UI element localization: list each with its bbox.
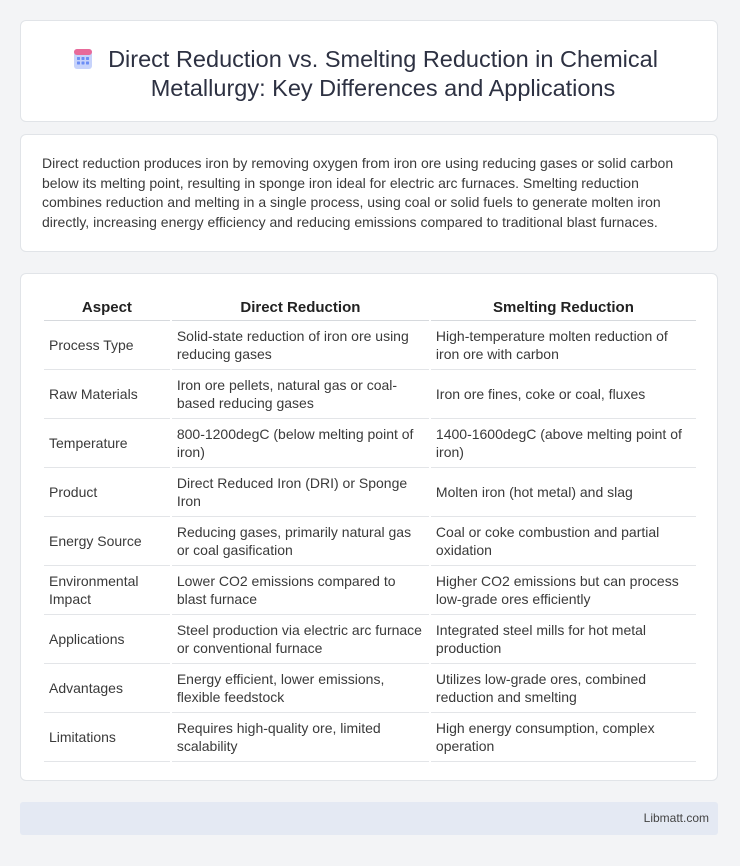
row-aspect-cell: Energy Source bbox=[44, 517, 170, 566]
table-row bbox=[44, 468, 696, 517]
comparison-card bbox=[20, 273, 718, 781]
row-aspect-cell: Product bbox=[44, 468, 170, 517]
smelting-reduction-cell: Coal or coke combustion and partial oxidation bbox=[431, 517, 696, 566]
table-header-row bbox=[44, 297, 696, 321]
smelting-reduction-cell: High energy consumption, complex operation bbox=[431, 713, 696, 762]
smelting-reduction-cell: 1400-1600degC (above melting point of iron) bbox=[431, 419, 696, 468]
header-smelting-reduction: Smelting Reduction bbox=[431, 297, 696, 321]
direct-reduction-cell: Direct Reduced Iron (DRI) or Sponge Iron bbox=[172, 468, 429, 517]
row-aspect-cell: Environmental Impact bbox=[44, 566, 170, 615]
row-aspect-cell: Limitations bbox=[44, 713, 170, 762]
smelting-reduction-cell: Utilizes low-grade ores, combined reduction and smelting bbox=[431, 664, 696, 713]
page-title: Direct Reduction vs. Smelting Reduction in Chemical Metallurgy: Key Differences and Applications bbox=[108, 46, 658, 101]
footer-site-link[interactable]: Libmatt.com bbox=[643, 811, 709, 825]
title-card bbox=[20, 20, 718, 122]
smelting-reduction-cell: High-temperature molten reduction of iron ore with carbon bbox=[431, 321, 696, 370]
smelting-reduction-cell: Integrated steel mills for hot metal production bbox=[431, 615, 696, 664]
header-aspect: Aspect bbox=[44, 297, 170, 321]
table-row bbox=[44, 370, 696, 419]
direct-reduction-cell: 800-1200degC (below melting point of iron) bbox=[172, 419, 429, 468]
table-row bbox=[44, 517, 696, 566]
table-row bbox=[44, 566, 696, 615]
row-aspect-cell: Advantages bbox=[44, 664, 170, 713]
row-aspect-cell: Temperature bbox=[44, 419, 170, 468]
direct-reduction-cell: Iron ore pellets, natural gas or coal-based reducing gases bbox=[172, 370, 429, 419]
smelting-reduction-cell: Iron ore fines, coke or coal, fluxes bbox=[431, 370, 696, 419]
direct-reduction-cell: Lower CO2 emissions compared to blast furnace bbox=[172, 566, 429, 615]
table-row bbox=[44, 419, 696, 468]
row-aspect-cell: Process Type bbox=[44, 321, 170, 370]
smelting-reduction-cell: Higher CO2 emissions but can process low-grade ores efficiently bbox=[431, 566, 696, 615]
direct-reduction-cell: Requires high-quality ore, limited scalability bbox=[172, 713, 429, 762]
row-aspect-cell: Raw Materials bbox=[44, 370, 170, 419]
table-row bbox=[44, 713, 696, 762]
table-row bbox=[44, 321, 696, 370]
intro-paragraph: Direct reduction produces iron by removing oxygen from iron ore using reducing gases or solid carbon below its melting point, resulting in sponge iron ideal for electric arc furnaces. Smelting reduction combines reduction and melting in a single process, using coal or solid fuels to generate molten iron directly, increasing energy efficiency and reducing emissions compared to traditional blast furnaces. bbox=[42, 155, 674, 230]
direct-reduction-cell: Reducing gases, primarily natural gas or coal gasification bbox=[172, 517, 429, 566]
intro-card bbox=[20, 134, 718, 252]
comparison-table bbox=[42, 297, 698, 762]
row-aspect-cell: Applications bbox=[44, 615, 170, 664]
direct-reduction-cell: Steel production via electric arc furnace or conventional furnace bbox=[172, 615, 429, 664]
table-row bbox=[44, 664, 696, 713]
direct-reduction-cell: Energy efficient, lower emissions, flexible feedstock bbox=[172, 664, 429, 713]
table-row bbox=[44, 615, 696, 664]
smelting-reduction-cell: Molten iron (hot metal) and slag bbox=[431, 468, 696, 517]
direct-reduction-cell: Solid-state reduction of iron ore using reducing gases bbox=[172, 321, 429, 370]
footer bbox=[20, 802, 718, 835]
header-direct-reduction: Direct Reduction bbox=[172, 297, 429, 321]
